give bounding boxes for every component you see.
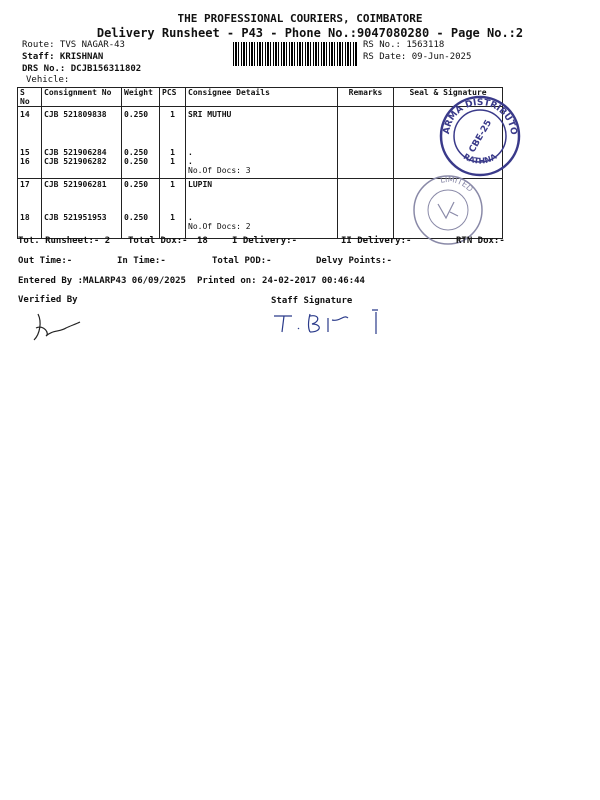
- stamp1-center-text: CBE-25: [467, 118, 495, 155]
- consignment-16: CJB 521906282: [44, 157, 107, 166]
- route-label: Route: TVS NAGAR-43: [22, 40, 125, 50]
- pcs-14: 1: [170, 110, 175, 119]
- entered-by: Entered By :MALARP43 06/09/2025: [18, 276, 186, 286]
- consignee-18: .: [188, 213, 193, 222]
- vehicle-label: Vehicle:: [26, 75, 70, 85]
- consignee-14: SRI MUTHU: [188, 110, 232, 119]
- in-time: In Time:-: [117, 256, 166, 266]
- col-consignee: Consignee Details: [186, 88, 338, 107]
- svg-text:RATHNA: [462, 151, 499, 165]
- col-pcs: PCS: [160, 88, 186, 107]
- total-dox-label: Total Dox:-: [128, 236, 188, 246]
- pcs-18: 1: [170, 213, 175, 222]
- consignee-15: .: [188, 148, 193, 157]
- sno-cell: [18, 107, 42, 179]
- verified-by-label: Verified By: [18, 295, 78, 305]
- pharma-stamp: [437, 93, 523, 179]
- weight-cell: [122, 179, 160, 239]
- consignment-18: CJB 521951953: [44, 213, 107, 222]
- tot-runsheet: Tot. Runsheet:- 2: [18, 236, 111, 246]
- i-delivery: I Delivery:-: [232, 236, 298, 246]
- pcs-17: 1: [170, 180, 175, 189]
- staff-label: Staff: KRISHNAN: [22, 52, 104, 62]
- stamp1-bottom-text: RATHNA: [461, 151, 499, 166]
- weight-15: 0.250: [124, 148, 149, 157]
- svg-text:LIMITED: [439, 175, 474, 194]
- runsheet-title: Delivery Runsheet - P43 - Phone No.:9047080280 - Page No.:2: [96, 26, 524, 40]
- pcs-cell: [160, 179, 186, 239]
- pcs-15: 1: [170, 148, 175, 157]
- sno-18: 18: [20, 213, 30, 222]
- verified-signature: [30, 310, 90, 346]
- consignee-cell: [186, 179, 338, 239]
- col-sno: S No: [18, 88, 42, 107]
- printed-on: Printed on: 24-02-2017 00:46:44: [197, 276, 365, 286]
- table-header-row: [18, 88, 503, 107]
- sno-14: 14: [20, 110, 30, 119]
- rs-date: RS Date: 09-Jun-2025: [363, 52, 472, 62]
- pcs-16: 1: [170, 157, 175, 166]
- consignee-16: .: [188, 157, 193, 166]
- consignment-17: CJB 521906281: [44, 180, 107, 189]
- ii-delivery: II Delivery:-: [341, 236, 412, 246]
- docs-count: No.Of Docs: 3: [188, 166, 251, 175]
- svg-text:PHARMA DISTRIBUTORS: [437, 93, 518, 136]
- staff-signature-mark: [268, 308, 392, 336]
- consignee-cell: [186, 107, 338, 179]
- pharma-stamp-graphic: [437, 93, 523, 179]
- col-consignment: Consignment No: [42, 88, 122, 107]
- consignment-cell: [42, 107, 122, 179]
- drs-number: DRS No.: DCJB156311802: [22, 64, 142, 74]
- weight-14: 0.250: [124, 110, 149, 119]
- weight-18: 0.250: [124, 213, 149, 222]
- rs-number: RS No.: 1563118: [363, 40, 445, 50]
- consignee-17: LUPIN: [188, 180, 213, 189]
- consignment-14: CJB 521809838: [44, 110, 107, 119]
- weight-17: 0.250: [124, 180, 149, 189]
- remarks-cell: [338, 179, 394, 239]
- sno-17: 17: [20, 180, 30, 189]
- table-group-1: [18, 107, 503, 179]
- col-remarks: Remarks: [338, 88, 394, 107]
- consignment-15: CJB 521906284: [44, 148, 107, 157]
- col-seal: Seal & Signature: [394, 88, 503, 107]
- out-time: Out Time:-: [18, 256, 73, 266]
- delvy-points: Delvy Points:-: [316, 256, 392, 266]
- sno-16: 16: [20, 157, 30, 166]
- total-pod: Total POD:-: [212, 256, 272, 266]
- staff-signature-label: Staff Signature: [271, 296, 353, 306]
- col-weight: Weight: [122, 88, 160, 107]
- sno-15: 15: [20, 148, 30, 157]
- sno-cell: [18, 179, 42, 239]
- remarks-cell: [338, 107, 394, 179]
- company-title: THE PROFESSIONAL COURIERS, COIMBATORE: [177, 12, 423, 25]
- barcode: [233, 42, 357, 66]
- stamp1-top-text: ARMA DISTRIBUTO: [441, 98, 519, 136]
- weight-cell: [122, 107, 160, 179]
- total-dox-value: 18: [197, 236, 208, 246]
- docs-count: No.Of Docs: 2: [188, 222, 251, 231]
- rtn-dox: RTN Dox:-: [456, 236, 505, 246]
- stamp2-text: LIMITED: [439, 174, 475, 194]
- weight-16: 0.250: [124, 157, 149, 166]
- consignment-cell: [42, 179, 122, 239]
- pcs-cell: [160, 107, 186, 179]
